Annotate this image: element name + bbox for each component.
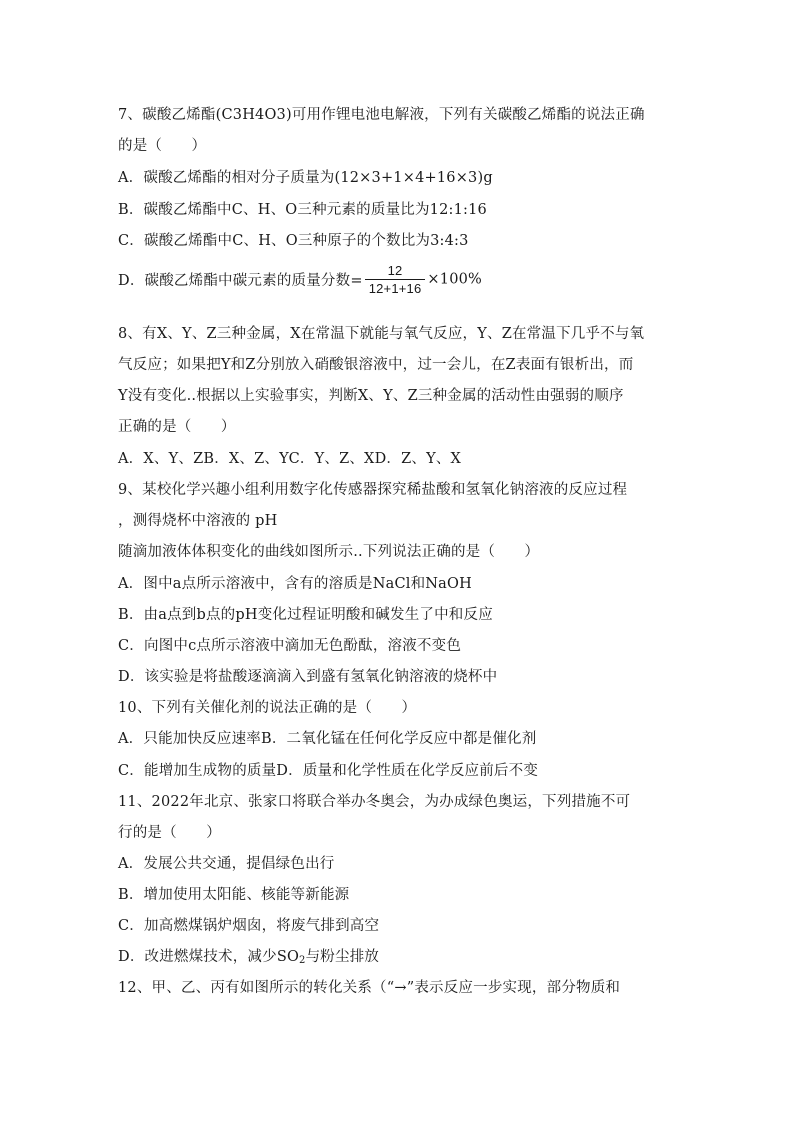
q11-option-a: A．发展公共交通，提倡绿色出行 <box>118 856 335 872</box>
q11-option-d-suffix: 与粉尘排放 <box>305 949 380 965</box>
q10-options-cd: C．能增加生成物的质量D．质量和化学性质在化学反应前后不变 <box>118 763 539 779</box>
q9-option-c: C．向图中c点所示溶液中滴加无色酚酞，溶液不变色 <box>118 638 462 654</box>
fraction-denominator: 12+1+16 <box>368 281 422 296</box>
q10-stem: 10、下列有关催化剂的说法正确的是（ ） <box>118 700 417 716</box>
q7-option-c: C．碳酸乙烯酯中C、H、O三种原子的个数比为3:4:3 <box>118 233 469 249</box>
q8-stem-line-2: 气反应；如果把Y和Z分别放入硝酸银溶液中，过一会儿，在Z表面有银析出，而 <box>118 357 634 373</box>
fraction-numerator: 12 <box>365 263 426 280</box>
q11-option-d-prefix: D．改进燃煤技术，减少SO <box>118 949 300 965</box>
subscript-2: 2 <box>299 955 306 966</box>
q7-option-d <box>118 263 482 296</box>
q11-option-c: C．加高燃煤锅炉烟囱，将废气排到高空 <box>118 918 380 934</box>
q9-option-d: D．该实验是将盐酸逐滴滴入到盛有氢氧化钠溶液的烧杯中 <box>118 669 498 685</box>
q11-option-b: B．增加使用太阳能、核能等新能源 <box>118 887 350 903</box>
q11-stem-line-2: 行的是（ ） <box>118 825 221 841</box>
q11-option-d <box>118 945 379 966</box>
mass-fraction <box>365 263 426 296</box>
q8-stem-line-4: 正确的是（ ） <box>118 419 236 435</box>
q9-stem-line-2: ，测得烧杯中溶液的 pH <box>118 513 278 529</box>
q7-stem-line-1: 7、碳酸乙烯酯(C3H4O3)可用作锂电池电解液，下列有关碳酸乙烯酯的说法正确 <box>118 107 645 123</box>
q7-option-d-prefix: D．碳酸乙烯酯中碳元素的质量分数= <box>118 273 363 289</box>
q8-stem-line-1: 8、有X、Y、Z三种金属，X在常温下就能与氧气反应，Y、Z在常温下几乎不与氧 <box>118 326 645 342</box>
q7-option-b: B．碳酸乙烯酯中C、H、O三种元素的质量比为12:1:16 <box>118 202 487 218</box>
q7-option-d-suffix: ×100% <box>427 271 483 288</box>
q8-options: A．X、Y、ZB．X、Z、YC．Y、Z、XD．Z、Y、X <box>118 451 462 467</box>
q9-option-b: B．由a点到b点的pH变化过程证明酸和碱发生了中和反应 <box>118 607 493 623</box>
q12-stem-line-1: 12、甲、乙、丙有如图所示的转化关系（“→”表示反应一步实现，部分物质和 <box>118 980 621 996</box>
q7-option-a: A．碳酸乙烯酯的相对分子质量为(12×3+1×4+16×3)g <box>118 170 493 186</box>
q11-stem-line-1: 11、2022年北京、张家口将联合举办冬奥会，为办成绿色奥运，下列措施不可 <box>118 794 631 810</box>
q7-stem-line-2: 的是（ ） <box>118 138 207 154</box>
q9-stem-line-3: 随滴加液体体积变化的曲线如图所示..下列说法正确的是（ ） <box>118 544 540 560</box>
q10-options-ab: A．只能加快反应速率B．二氧化锰在任何化学反应中都是催化剂 <box>118 731 537 747</box>
q8-stem-line-3: Y没有变化..根据以上实验事实，判断X、Y、Z三种金属的活动性由强弱的顺序 <box>118 388 624 404</box>
q9-option-a: A．图中a点所示溶液中，含有的溶质是NaCl和NaOH <box>118 576 472 592</box>
q9-stem-line-1: 9、某校化学兴趣小组利用数字化传感器探究稀盐酸和氢氧化钠溶液的反应过程 <box>118 482 628 498</box>
